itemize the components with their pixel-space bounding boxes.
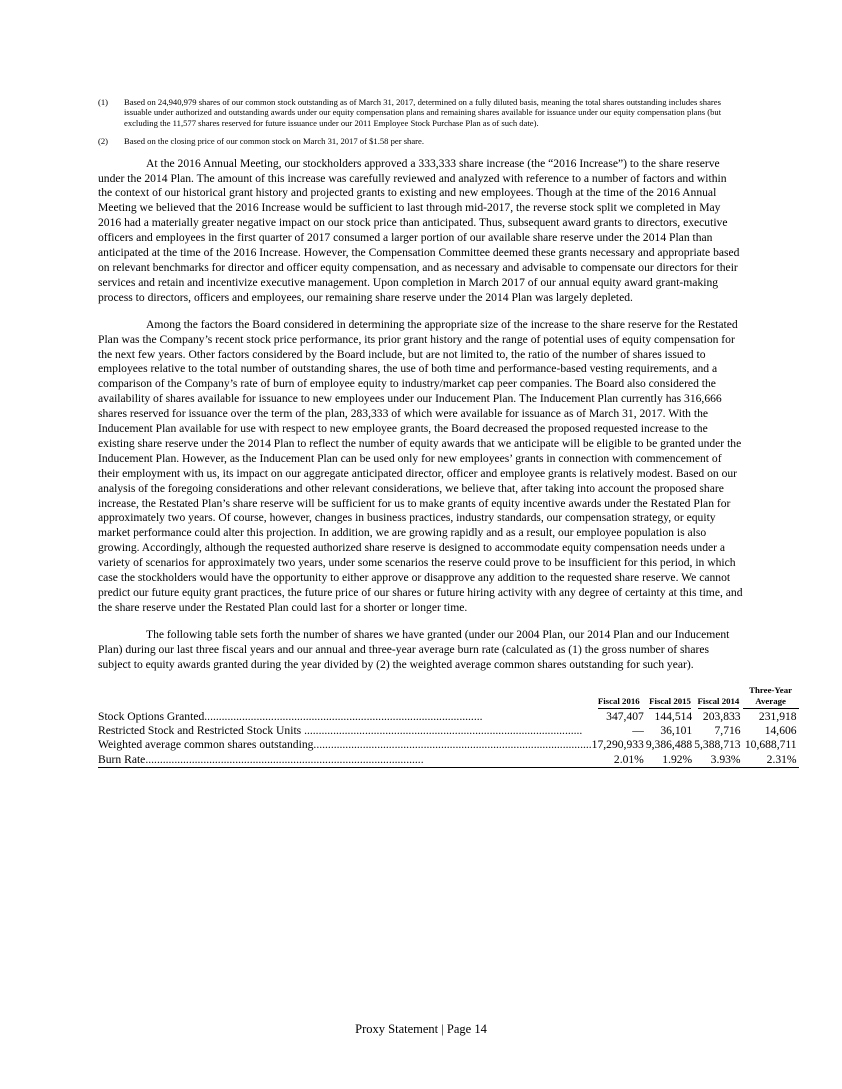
row-label: Weighted average common shares outstanding ..... <box>98 738 592 752</box>
cell-value: 144,514 <box>654 709 693 723</box>
paragraph-2016-increase: At the 2016 Annual Meeting, our stockholders approved a 333,333 share increase (the “2016 Increase”) to the share reserve under the 2014 Plan. The amount of this increase was carefully reviewed and analyzed with reference to a number of factors and within the context of our historical grant history and projected grants to existing and new employees. Though at the time of the 2016 Annual Meeting we believed that the 2016 Increase would be sufficient to last through mid-2017, the reverse stock split we completed in May 2016 had a materially greater negative impact on our stock price than anticipated. Thus, subsequent award grants to directors, executive officers and employees in the first quarter of 2017 consumed a larger portion of our available share reserve under the 2014 Plan than anticipated at the time of the 2016 Increase. However, the Compensation Committee deemed these grants necessary and appropriate based on relevant benchmarks for director and officer equity compensation, and as necessary and advisable to compensate our directors for their services and retain and incentivize executive management. Upon completion in March 2017 of our annual equity award grant-making process to directors, officers and employees, our remaining share reserve under the 2014 Plan was largely depleted. <box>98 156 740 304</box>
cell-value: 7,716 <box>714 723 741 737</box>
table-header-blank <box>98 685 592 710</box>
cell-value: 5,388,713 <box>694 738 741 752</box>
row-label: Stock Options Granted ..... <box>98 710 592 724</box>
cell-value: 17,290,933 <box>591 738 644 752</box>
table-header-fiscal-2014: Fiscal 2014 <box>694 685 742 710</box>
cell-value: 14,606 <box>764 723 797 737</box>
table-header-row <box>98 685 799 710</box>
cell-value: 347,407 <box>606 709 644 723</box>
cell-value: 231,918 <box>758 709 797 723</box>
footnote-number: (2) <box>98 136 109 147</box>
cell-value: 203,833 <box>702 709 741 723</box>
cell-value: 36,101 <box>660 723 693 737</box>
cell-value: 2.31% <box>743 753 799 768</box>
table-header-three-year-average: Three-Year Average <box>743 685 799 710</box>
table-row <box>98 753 799 768</box>
footnote-number: (1) <box>98 97 109 107</box>
cell-value: 1.92% <box>646 753 694 768</box>
footnote-2 <box>98 136 743 146</box>
document-page <box>98 97 797 768</box>
table-header-fiscal-2015: Fiscal 2015 <box>646 685 694 710</box>
cell-value: 3.93% <box>694 753 742 768</box>
footnote-text: Based on 24,940,979 shares of our common stock outstanding as of March 31, 2017, determined on a fully diluted basis, meaning the total shares outstanding includes shares issuable under authorized and outstanding awards under our equity compensation plans and remaining shares available for issuance under our equity compensation plans (but excluding the 11,577 shares reserved for future issuance under our 2011 Employee Stock Purchase Plan as of such date). <box>124 97 722 128</box>
footnote-text: Based on the closing price of our common stock on March 31, 2017 of $1.58 per share. <box>124 136 424 147</box>
paragraph-table-intro: The following table sets forth the number of shares we have granted (under our 2004 Plan, our 2014 Plan and our Inducement Plan) during our last three fiscal years and our annual and three-year average burn rate (calculated as (1) the gross number of shares subject to equity awards granted during the year divided by (2) the weighted average common shares outstanding for such year). <box>98 627 730 671</box>
row-label: Restricted Stock and Restricted Stock Units ..... <box>98 724 592 738</box>
table-row <box>98 724 799 738</box>
cell-value: 10,688,711 <box>744 738 797 752</box>
row-label: Burn Rate ..... <box>98 753 592 768</box>
cell-value: — <box>632 723 644 737</box>
cell-value: 2.01% <box>592 753 646 768</box>
table-header-fiscal-2016: Fiscal 2016 <box>592 685 646 710</box>
table-row <box>98 738 799 752</box>
page-footer: Proxy Statement | Page 14 <box>355 1022 487 1036</box>
cell-value: 9,386,488 <box>645 738 693 752</box>
paragraph-board-factors: Among the factors the Board considered in determining the appropriate size of the increase to the share reserve for the Restated Plan was the Company’s recent stock price performance, its prior grant history and the range of potential uses of equity compensation for the next few years. Other factors considered by the Board include, but are not limited to, the ratio of the number of shares issued to employees relative to the total number of outstanding shares, the use of both time and performance-based vesting requirements, and a comparison of the Company’s rate of burn of employee equity to industry/market cap peer companies. The Board also considered the availability of shares available for issuance to new employees under our Inducement Plan. The Inducement Plan currently has 316,666 shares reserved for issuance over the term of the plan, 283,333 of which were available for issuance as of March 31, 2017. With the Inducement Plan available for use with respect to new employee grants, the Board decreased the proposed requested increase to the existing share reserve under the 2014 Plan to reflect the number of equity awards that we anticipate will be eligible to be granted under the Inducement Plan. However, as the Inducement Plan can be used only for new employees’ grants in connection with commencement of their employment with us, its impact on our aggregate anticipated director, officer and employee grants is relatively modest. Based on our analysis of the foregoing considerations and other relevant considerations, we believe that, after taking into account the proposed share increase, the Restated Plan’s share reserve will be sufficient for us to make grants of equity incentive awards under the Restated Plan for approximately two years. Of course, however, changes in business practices, industry standards, our compensation strategy, or equity market performance could alter this projection. In addition, we are growing rapidly and as a result, our employee population is also growing. Accordingly, although the requested authorized share reserve is designed to accommodate equity compensation needs under a variety of scenarios for approximately two years, under some scenarios the reserve could prove to be insufficient for this period, in which case the stockholders would have the opportunity to either approve or disapprove any addition to the requested share reserve. We cannot predict our future equity grant practices, the future price of our shares or future hiring activity with any degree of certainty at this time, and the share reserve under the Restated Plan could last for a shorter or longer time. <box>98 317 743 614</box>
footnote-1 <box>98 97 743 128</box>
table-row <box>98 710 799 724</box>
burn-rate-table <box>98 685 799 769</box>
